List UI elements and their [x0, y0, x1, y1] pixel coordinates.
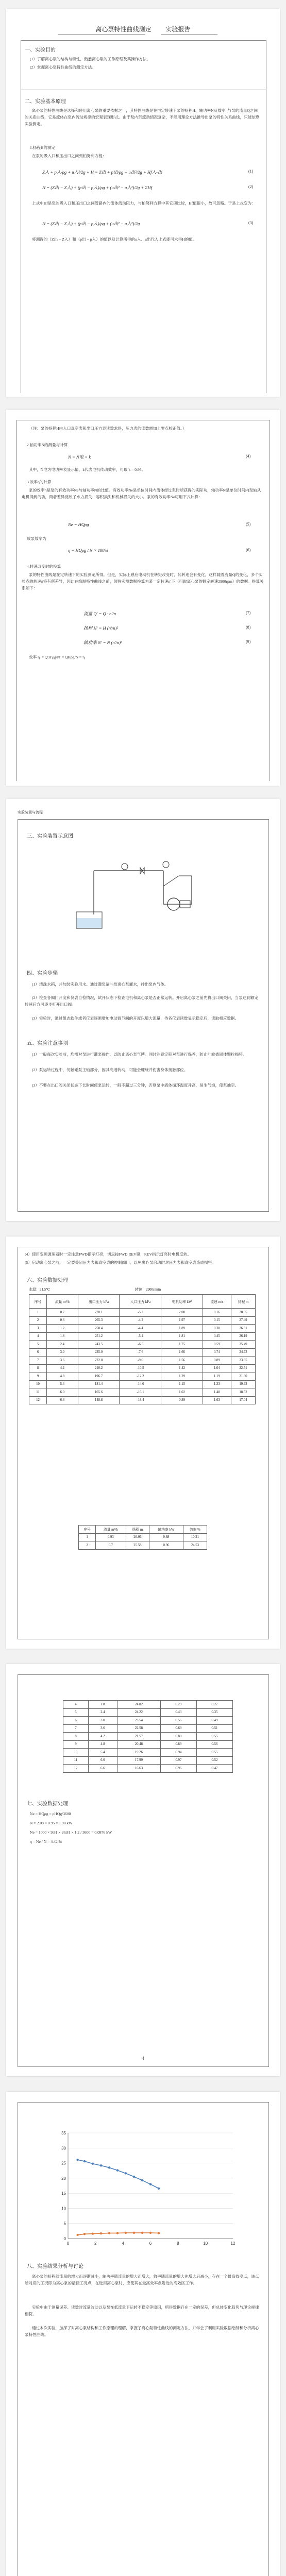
table-cell: 26.06	[126, 1533, 149, 1541]
calc-line-1: Ne = HQρg = ρHQg/3600	[30, 1811, 71, 1816]
table-cell: 5.4	[88, 1749, 117, 1757]
table-cell: 0.43	[160, 1708, 196, 1717]
table-cell: 6	[29, 1348, 47, 1357]
table-cell: 0.55	[196, 1733, 232, 1741]
table-cell: 0.96	[160, 1765, 196, 1773]
table-cell: 23.54	[117, 1717, 160, 1725]
data-point	[83, 2233, 86, 2235]
table-cell: 24.53	[183, 1541, 207, 1550]
x-tick-label: 0	[66, 2241, 70, 2246]
table-cell: -5.2	[120, 1309, 161, 1317]
table-row	[63, 1740, 233, 1749]
table-header-cell: 扬程 m	[231, 1295, 255, 1309]
table-cell: 22.51	[231, 1364, 255, 1372]
table-cell: 0.35	[196, 1708, 232, 1717]
table-cell: 8	[63, 1733, 89, 1741]
table-header-cell: 流量 m³/h	[96, 1526, 126, 1534]
table-cell: 235.0	[78, 1348, 120, 1357]
table-cell: 8	[29, 1364, 47, 1372]
data-point	[158, 2188, 160, 2190]
table-cell: 10.21	[183, 1533, 207, 1541]
x-tick-label: 10	[203, 2241, 208, 2246]
table-cell: 2	[29, 1316, 47, 1325]
table-header-cell: 入口压力 kPa	[120, 1295, 161, 1309]
table-row	[29, 1316, 256, 1325]
data-point	[125, 2232, 127, 2234]
table-cell: 0.45	[203, 1332, 231, 1341]
step-2: (2）检查各阀门开度和仪表自检情况，试开状态下检查电机和离心泵是否正常运转。开启离心泵之前先将出口阀关闭，当泵达到额定转速后方可逐步打开出口阀。	[25, 995, 259, 1007]
table-cell: 1.97	[161, 1316, 203, 1325]
equation-7: 流量 Q′ = Q · n′/n	[83, 611, 116, 616]
table-cell: 28.05	[231, 1309, 255, 1317]
data-point	[76, 2159, 78, 2161]
calc-heading: 七、实验数据处理	[27, 1801, 68, 1807]
table-cell: 3.0	[47, 1348, 78, 1357]
data-point	[133, 2176, 135, 2178]
table-cell: 3.0	[88, 1717, 117, 1725]
table-header-row	[79, 1526, 207, 1534]
report-page-4	[6, 1236, 280, 1649]
table-cell: 0.80	[160, 1733, 196, 1741]
table-cell: -7.6	[120, 1348, 161, 1357]
data-point	[149, 2232, 152, 2234]
discussion-p1: 离心泵的扬程随流量的增大而逐渐减小，轴功率随流量的增大而增大，效率随流量的增大先增大后减小，存在一个最高效率点，该点所对应的工况即为离心泵的最佳工况点，在选用离心泵时，应使其在最高效率点附近的高效区工作。	[25, 2274, 259, 2285]
page-number: 4	[142, 2056, 144, 2061]
page2-p7: 效率 η′ = Q′H′ρg/N′ = QHρg/N = η	[29, 655, 85, 659]
equation-2: H = (Z出 − Z入) + (p出 − p入)/ρg + (u出² − u入²)/2g + ΣHf	[42, 185, 153, 190]
table-cell: 0.93	[96, 1533, 126, 1541]
principle-p3: 将测得的（Z出 − Z入）和（p出 − p入）的值以及计算所得的u入、u出代入上式即可求得H的值。	[32, 237, 197, 242]
table-cell: 27.49	[231, 1316, 255, 1325]
table-cell: 251.2	[78, 1332, 120, 1341]
continued-data-body	[63, 1701, 233, 1773]
x-tick-label: 4	[122, 2241, 124, 2246]
table-cell: 0.56	[196, 1740, 232, 1749]
table-cell: 4.8	[47, 1372, 78, 1381]
page2-p1: （注：泵的扬程H由入口真空表和出口压力表读数求得，压力表的读数需加上零点校正值。）	[29, 426, 187, 431]
y-tick-label: 35	[61, 2131, 66, 2136]
table-cell: 0.89	[161, 1396, 203, 1404]
pump-speed: 转速：2900r/min	[135, 1287, 161, 1292]
equation-9: 轴功率 N′ = N (n′/n)³	[83, 640, 122, 645]
table-cell: -6.5	[120, 1341, 161, 1349]
principle-intro: 离心泵的特性曲线是选择和使用离心泵的重要依据之一，其特性曲线是在恒定转速下泵的扬程H、轴功率N及效率η与泵的流量Q之间的关系曲线，它是流体在泵内流动规律的宏观表现形式。由于泵内部流动情况复杂，不能用理论方法推导出泵的特性关系曲线，只能依靠实验测定。	[25, 108, 260, 126]
table-cell: 4.2	[47, 1364, 78, 1372]
note-3: (3）不要在出口阀关闭状态下长时间使泵运转，一般不超过三分钟，否则泵中液体循环温度升高，易生气泡，使泵抽空。	[32, 1083, 239, 1088]
table-cell: 0.69	[160, 1724, 196, 1733]
table-cell: 4	[29, 1332, 47, 1341]
table-cell: 7	[29, 1357, 47, 1365]
table-cell: 0.89	[160, 1740, 196, 1749]
table-cell: -16.1	[120, 1388, 161, 1397]
report-label: 实验报告	[165, 26, 191, 33]
steps-heading: 四、实验步骤	[27, 971, 58, 976]
discussion-heading: 八、实验结果分析与讨论	[27, 2264, 83, 2269]
table-cell: 1	[79, 1533, 96, 1541]
table-cell: -14.0	[120, 1380, 161, 1388]
table-cell: 4.2	[88, 1733, 117, 1741]
table-row	[79, 1541, 207, 1550]
data-point	[133, 2232, 135, 2234]
table-cell: 0.52	[196, 1756, 232, 1765]
table-row	[29, 1372, 256, 1381]
apparatus-diagram	[73, 860, 217, 938]
data-point	[100, 2164, 102, 2166]
table-cell: 5.4	[47, 1380, 78, 1388]
table-header-cell: 出口压力 kPa	[78, 1295, 120, 1309]
table-cell: 25.49	[231, 1341, 255, 1349]
apparatus-heading: 三、实验装置示意图	[27, 834, 73, 839]
table-cell: 210.2	[78, 1364, 120, 1372]
step-3: (3）实验时，通过组态软件或者仪表逐渐增加电动调节阀的开度以增大流量，待各仪表读数显示稳定后，读取相应数据。	[32, 1016, 239, 1021]
characteristic-curve-chart	[53, 2128, 238, 2251]
table-cell: 0.29	[160, 1701, 196, 1709]
table-cell: 0.55	[196, 1749, 232, 1757]
table-row	[29, 1341, 256, 1349]
table-cell: 0.16	[203, 1309, 231, 1317]
page-2-frame	[16, 420, 270, 781]
title-underline	[161, 34, 217, 35]
equation-6: η = HQρg / N × 100%	[68, 548, 108, 553]
table-cell: 1.56	[161, 1357, 203, 1365]
data-point	[83, 2160, 86, 2162]
objectives-heading: 一、实验目的	[25, 47, 56, 53]
table-row	[63, 1701, 233, 1709]
equation-7-number: (7)	[246, 611, 251, 615]
table-row	[29, 1332, 256, 1341]
table-cell: 22.58	[117, 1724, 160, 1733]
equation-9-number: (9)	[246, 639, 251, 644]
table-row	[29, 1325, 256, 1333]
x-tick-label: 2	[94, 2241, 97, 2246]
table-cell: 12	[63, 1765, 89, 1773]
table-cell: 3.6	[47, 1357, 78, 1365]
data-point	[125, 2172, 127, 2174]
equation-5: Ne = HQρg	[68, 522, 89, 527]
page2-p4: 泵的效率η是泵的有效功率Ne与轴功率N的比值。有效功率Ne是单位时间内流体经过泵时所获得的实际功，轴功率N是单位时间内泵轴从电机得到的功，两者差异反映了水力损失、容积损失和机械损失的大小。泵的有效功率Ne可用下式计算：	[22, 488, 261, 499]
table-cell: -10.5	[120, 1364, 161, 1372]
data-point	[116, 2232, 119, 2234]
table-cell: 1.75	[161, 1341, 203, 1349]
table-cell: 5	[29, 1341, 47, 1349]
page2-sub4: 4.转速改变时的换算	[27, 564, 61, 569]
table-header-cell: 轴功率 kW	[149, 1526, 183, 1534]
table-row	[63, 1708, 233, 1717]
calc-line-3: Ne = 1000 × 9.81 × 26.81 × 1.2 / 3600 = 0.0876 kW	[30, 1830, 112, 1835]
table-cell: 17.99	[117, 1756, 160, 1765]
table-row	[29, 1380, 256, 1388]
table-cell: 3.6	[88, 1724, 117, 1733]
data-point	[76, 2234, 78, 2236]
data-point	[158, 2232, 160, 2234]
table-cell: 6	[63, 1717, 89, 1725]
objective-item: (2）掌握离心泵特性曲线的测定方法。	[30, 65, 96, 70]
table-cell: 21.57	[117, 1733, 160, 1741]
table-cell: 0.97	[160, 1756, 196, 1765]
table-cell: 0.15	[203, 1316, 231, 1325]
converted-data-table	[78, 1525, 207, 1550]
table-cell: 0.7	[47, 1309, 78, 1317]
data-point	[108, 2166, 110, 2168]
principle-p1: 在泵的吸入口和压出口之间列柏努利方程：	[32, 154, 107, 158]
table-cell: 11	[63, 1756, 89, 1765]
table-cell: 0.74	[203, 1348, 231, 1357]
table-cell: 26.81	[231, 1325, 255, 1333]
table-cell: 0.27	[196, 1701, 232, 1709]
equation-8-number: (8)	[246, 625, 251, 630]
equation-3-number: (3)	[248, 221, 254, 225]
table-row	[63, 1724, 233, 1733]
table-cell: 2.08	[161, 1309, 203, 1317]
discussion-p2: 实验中由于测量误差、读数时流量波动以及泵在低流量下运转不稳定等原因，所得数据存在一定的误差，但总体变化趋势与理论规律相符。	[25, 2305, 259, 2316]
table-row	[29, 1396, 256, 1404]
table-cell: 12	[29, 1396, 47, 1404]
equation-2-number: (2)	[248, 184, 254, 189]
title-underline	[58, 34, 145, 35]
table-cell: 1.8	[88, 1701, 117, 1709]
table-cell: -9.0	[120, 1357, 161, 1365]
data-point	[100, 2232, 102, 2234]
page2-p6: 泵的特性曲线是在定转速下的实验测定所得。但是，实际上感应电动机在转矩改变时，其转速会有变化，这样随着流量Q的变化，多个实验点的转速n将有所差异，因此在绘制特性曲线之前，须将实测数据换算为某一定转速n′下（可取离心泵的额定转速2900rpm）的数据。换算关系如下：	[22, 572, 264, 590]
table-cell: -12.2	[120, 1372, 161, 1381]
notes-heading: 五、实验注意事项	[27, 1041, 68, 1046]
report-title: 离心泵特性曲线测定	[95, 26, 152, 33]
table-cell: 1.8	[47, 1332, 78, 1341]
equation-4: N = N电 × k	[68, 454, 91, 460]
table-cell: 10	[29, 1380, 47, 1388]
table-cell: 4	[63, 1701, 89, 1709]
table-cell: 20.48	[117, 1740, 160, 1749]
table-cell: 0.51	[196, 1724, 232, 1733]
equation-8: 扬程 H′ = H (n′/n)²	[83, 625, 119, 631]
table-cell: -4.2	[120, 1316, 161, 1325]
table-cell: 148.8	[78, 1396, 120, 1404]
table-cell: 0.94	[160, 1749, 196, 1757]
table-cell: 1	[29, 1309, 47, 1317]
table-cell: 0.49	[196, 1717, 232, 1725]
table-cell: 5	[63, 1708, 89, 1717]
note-2: (2）泵运转过程中，勿触碰泵主轴部分，因其高速转动，可能会缠绕并伤害身体接触部位。	[32, 1067, 188, 1072]
table-cell: 0.30	[203, 1325, 231, 1333]
table-cell: -4.4	[120, 1325, 161, 1333]
water-temperature: 水温：21.5℃	[29, 1287, 51, 1292]
table-header-cell: 序号	[79, 1526, 96, 1534]
series-line	[78, 2160, 159, 2189]
table-cell: 24.73	[231, 1348, 255, 1357]
table-cell: 0.88	[149, 1533, 183, 1541]
page2-sub3: 3.效率η的计算	[27, 480, 52, 484]
principle-p2: 上式中Hf是泵的吸入口和压出口之间管路内的流体流动阻力，与柏努利方程中其它项比较，Hf值很小，故可忽略。于是上式变为：	[32, 201, 256, 206]
calc-line-4: η = Ne / N = 4.42 %	[30, 1839, 62, 1844]
y-tick-label: 0	[63, 2236, 66, 2241]
page4-note-4: (4）使用变频调速器时一定注意FWD指示灯亮，切忌按FWD REV键，REV指示灯亮时电机反转。	[25, 1252, 191, 1257]
continued-data-table	[63, 1700, 233, 1773]
table-header-cell: 流量 m³/h	[47, 1295, 78, 1309]
table-cell: 26.19	[231, 1332, 255, 1341]
table-cell: 2.4	[47, 1341, 78, 1349]
apparatus-pipe	[163, 876, 179, 886]
equation-6-number: (6)	[246, 548, 251, 552]
table-cell: 181.4	[78, 1380, 120, 1388]
table-row	[63, 1717, 233, 1725]
raw-data-table	[29, 1294, 256, 1404]
data-point	[149, 2183, 152, 2185]
objective-item: (1）了解离心泵的结构与特性，熟悉离心泵的工作原理及其操作方法。	[30, 57, 151, 61]
table-header-cell: 效率 %	[183, 1526, 207, 1534]
table-cell: 24.82	[117, 1701, 160, 1709]
table-cell: 1.48	[203, 1388, 231, 1397]
data-point	[92, 2232, 94, 2234]
table-cell: 222.8	[78, 1357, 120, 1365]
page2-p5: 故泵效率为	[27, 536, 46, 541]
gauge-icon	[163, 861, 169, 868]
table-row	[29, 1348, 256, 1357]
table-cell: 0.89	[203, 1357, 231, 1365]
header	[6, 25, 280, 33]
table-cell: 2.4	[88, 1708, 117, 1717]
table-cell: 19.26	[117, 1749, 160, 1757]
table-row	[63, 1733, 233, 1741]
page4-note-5: (5）启动离心泵之前，一定要关闭压力表和真空表的控制阀门，以免离心泵启动时对压力表和真空表造成损害。	[25, 1260, 216, 1265]
table-cell: 19.93	[231, 1380, 255, 1388]
table-cell: -5.4	[120, 1332, 161, 1341]
x-tick-label: 8	[177, 2241, 179, 2246]
table-row	[63, 1756, 233, 1765]
data-heading: 六、实验数据处理	[27, 1278, 68, 1283]
x-tick-label: 12	[230, 2241, 235, 2246]
step-1: (1）清洗水箱，并加装实验用水。通过灌泵漏斗给离心泵灌水，排出泵内气体。	[32, 982, 169, 987]
table-header-row	[29, 1295, 256, 1309]
table-cell: 1.02	[161, 1388, 203, 1397]
data-point	[141, 2179, 143, 2181]
table-cell: 1.81	[161, 1332, 203, 1341]
apparatus-water	[77, 918, 102, 928]
table-cell: 265.3	[78, 1316, 120, 1325]
table-cell: 1.29	[161, 1372, 203, 1381]
table-cell: 270.1	[78, 1309, 120, 1317]
table-cell: 258.4	[78, 1325, 120, 1333]
table-cell: 18.52	[231, 1388, 255, 1397]
calc-line-2: N = 2.08 × 0.95 = 1.98 kW	[30, 1821, 73, 1825]
table-cell: 0.6	[47, 1316, 78, 1325]
table-cell: 165.6	[78, 1388, 120, 1397]
table-row	[29, 1309, 256, 1317]
data-point	[141, 2232, 143, 2234]
table-row	[29, 1364, 256, 1372]
table-cell: 9	[29, 1372, 47, 1381]
y-tick-label: 20	[61, 2176, 66, 2181]
table-row	[79, 1533, 207, 1541]
table-row	[63, 1765, 233, 1773]
y-tick-label: 15	[61, 2191, 66, 2196]
table-cell: 0.96	[149, 1541, 183, 1550]
page2-p3: 其中，N电为电功率表显示值，k代表电机传动效率，可取 k = 0.95。	[29, 467, 146, 472]
report-page-6	[6, 2092, 280, 2576]
table-cell: -18.4	[120, 1396, 161, 1404]
table-cell: 1.63	[203, 1396, 231, 1404]
table-cell: 6.6	[88, 1765, 117, 1773]
discussion-p3: 通过本次实验，加深了对离心泵结构和工作原理的理解，掌握了离心泵特性曲线的测定方法，并学会了利用实验数据绘制和分析离心泵特性曲线。	[25, 2326, 259, 2337]
report-page-1	[6, 9, 280, 397]
table-cell: 243.5	[78, 1341, 120, 1349]
table-row	[29, 1388, 256, 1397]
table-cell: 11	[29, 1388, 47, 1397]
table-header-cell: 电机功率 kW	[161, 1295, 203, 1309]
principle-heading: 二、实验基本原理	[25, 99, 66, 105]
data-point	[92, 2163, 94, 2165]
table-cell: 1.33	[203, 1380, 231, 1388]
data-point	[108, 2232, 110, 2234]
x-tick-label: 6	[149, 2241, 152, 2246]
table-cell: 7	[63, 1724, 89, 1733]
table-cell: 4.8	[88, 1740, 117, 1749]
equation-1-number: (1)	[248, 169, 254, 174]
report-page-2	[6, 410, 280, 786]
table-cell: 10	[63, 1749, 89, 1757]
equation-5-number: (5)	[246, 522, 251, 527]
table-cell: 2	[79, 1541, 96, 1550]
table-row	[63, 1749, 233, 1757]
equation-1: Z入 + p入/ρg + u入²/2g + H = Z出 + p出/ρg + u出²/2g + Hf入-出	[42, 170, 162, 175]
table-cell: 23.65	[231, 1357, 255, 1365]
table-cell: 0.59	[203, 1341, 231, 1349]
table-cell: 0.7	[96, 1541, 126, 1550]
page2-sub2: 2.轴功率N的测量与计算	[27, 443, 68, 447]
raw-data-body	[29, 1309, 256, 1404]
converted-data-body	[79, 1533, 207, 1549]
table-cell: 25.58	[126, 1541, 149, 1550]
table-cell: 16.63	[117, 1765, 160, 1773]
table-cell: 1.19	[203, 1372, 231, 1381]
principle-sub1: 1.扬程H的测定	[30, 145, 56, 150]
y-tick-label: 30	[61, 2146, 66, 2151]
note-1: (1）一般每次实验前，均需对泵进行灌泵操作，以防止离心泵气缚。同时注意定期对泵进行保养，防止叶轮被固体颗粒损坏。	[32, 1052, 247, 1057]
table-cell: 0.47	[196, 1765, 232, 1773]
table-header-cell: 扬程 m	[126, 1526, 149, 1534]
table-cell: 0.56	[160, 1717, 196, 1725]
table-cell: 6.6	[47, 1396, 78, 1404]
table-cell: 6.0	[47, 1388, 78, 1397]
table-header-cell: 流速 m/s	[203, 1295, 231, 1309]
table-cell: 1.66	[161, 1348, 203, 1357]
table-cell: 6.0	[88, 1756, 117, 1765]
table-cell: 17.04	[231, 1396, 255, 1404]
table-header-cell: 序号	[29, 1295, 47, 1309]
y-tick-label: 10	[61, 2206, 66, 2211]
page3-top-label: 实验装置与流程	[18, 810, 43, 815]
equation-3: H = (Z出 − Z入) + (p出 − p入)/ρg + (u出² − u入²)/2g	[42, 221, 140, 226]
table-cell: 1.42	[161, 1364, 203, 1372]
table-cell: 1.15	[161, 1380, 203, 1388]
table-row	[29, 1357, 256, 1365]
table-cell: 1.2	[47, 1325, 78, 1333]
table-cell: 3	[29, 1325, 47, 1333]
y-tick-label: 25	[61, 2161, 66, 2166]
table-cell: 24.22	[117, 1708, 160, 1717]
y-tick-label: 5	[63, 2221, 66, 2226]
gauge-icon	[122, 863, 128, 870]
report-page-3	[6, 799, 280, 1221]
equation-4-number: (4)	[246, 454, 251, 459]
table-cell: 1.89	[161, 1325, 203, 1333]
table-cell: 1.04	[203, 1364, 231, 1372]
table-cell: 196.7	[78, 1372, 120, 1381]
report-page-5	[6, 1664, 280, 2076]
table-cell: 21.30	[231, 1372, 255, 1381]
table-cell: 9	[63, 1740, 89, 1749]
data-point	[116, 2169, 119, 2171]
